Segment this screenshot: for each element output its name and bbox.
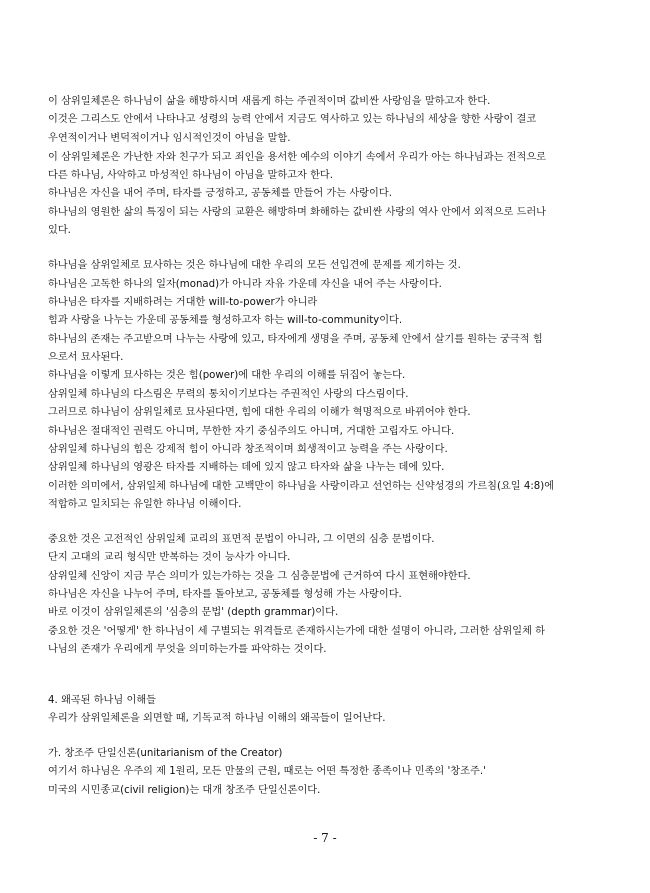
- text-line: 이 삼위일체론은 하나님이 삶을 해방하시며 새롭게 하는 주권적이며 값비싼 사랑임을 말하고자 한다.: [48, 96, 491, 107]
- text-line: 하나님은 절대적인 권력도 아니며, 무한한 자기 중심주의도 아니며, 거대한 고립자도 아니다.: [48, 426, 455, 437]
- text-line: 삼위일체 하나님의 영광은 타자를 지배하는 데에 있지 않고 타자와 삶을 나누는 데에 있다.: [48, 462, 445, 473]
- text-line: 그러므로 하나님이 삼위일체로 묘사된다면, 힘에 대한 우리의 이해가 혁명적으로 바뀌어야 한다.: [48, 407, 471, 418]
- text-line: 삼위일체 하나님의 다스림은 무력의 통치이기보다는 주권적인 사랑의 다스림이다.: [48, 389, 409, 400]
- text-line: 있다.: [48, 225, 71, 236]
- text-line: 바로 이것이 삼위일체론의 '심층의 문법' (depth grammar)이다.: [48, 607, 339, 618]
- text-line: 하나님의 존재는 주고받으며 나누는 사랑에 있고, 타자에게 생명을 주며, 공동체 안에서 살기를 원하는 궁극적 힘: [48, 334, 543, 345]
- text-line: 삼위일체 신앙이 지금 무슨 의미가 있는가하는 것을 그 심층문법에 근거하여 다시 표현해야한다.: [48, 571, 471, 582]
- text-line: 이 삼위일체론은 가난한 자와 친구가 되고 죄인을 용서한 예수의 이야기 속에서 우리가 아는 하나님과는 전적으로: [48, 152, 547, 163]
- text-line: 중요한 것은 '어떻게' 한 하나님이 세 구별되는 위격들로 존재하시는가에 대한 설명이 아니라, 그러한 삼위일체 하: [48, 626, 546, 637]
- text-line: 적합하고 일치되는 유일한 하나님 이해이다.: [48, 499, 242, 510]
- text-line: 하나님을 삼위일체로 묘사하는 것은 하나님에 대한 우리의 모든 선입견에 문제를 제기하는 것.: [48, 260, 461, 271]
- text-line: 다른 하나님, 사악하고 마성적인 하나님이 아님을 말하고자 한다.: [48, 170, 334, 181]
- text-line: 하나님은 타자를 지배하려는 거대한 will-to-power가 아니라: [48, 297, 318, 308]
- text-line: 나님의 존재가 우리에게 무엇을 의미하는가를 파악하는 것이다.: [48, 644, 327, 655]
- subsection-heading: 가. 창조주 단일신론(unitarianism of the Creator): [48, 748, 283, 759]
- text-line: 하나님은 고독한 하나의 일자(monad)가 아니라 자유 가운데 자신을 내어 주는 사랑이다.: [48, 279, 442, 290]
- text-line: 우리가 삼위일체론을 외면할 때, 기독교적 하나님 이해의 왜곡들이 일어난다.: [48, 713, 386, 724]
- text-line: 미국의 시민종교(civil religion)는 대개 창조주 단일신론이다.: [48, 785, 321, 796]
- text-line: 힘과 사랑을 나누는 가운데 공동체를 형성하고자 하는 will-to-community이다.: [48, 315, 403, 326]
- text-line: 이러한 의미에서, 삼위일체 하나님에 대한 고백만이 하나님을 사랑이라고 선언하는 신약성경의 가르침(요일 4:8)에: [48, 481, 555, 492]
- text-line: 하나님을 이렇게 묘사하는 것은 힘(power)에 대한 우리의 이해를 뒤집어 놓는다.: [48, 370, 406, 381]
- text-line: 하나님의 영원한 삶의 특징이 되는 사랑의 교환은 해방하며 화해하는 값비싼 사랑의 역사 안에서 외적으로 드러나: [48, 207, 547, 218]
- text-line: 단지 고대의 교리 형식만 반복하는 것이 능사가 아니다.: [48, 552, 291, 563]
- text-line: 하나님은 자신을 내어 주며, 타자를 긍정하고, 공동체를 만들어 가는 사랑이다.: [48, 188, 392, 199]
- text-line: 하나님은 자신을 나누어 주며, 타자를 돌아보고, 공동체를 형성해 가는 사랑이다.: [48, 589, 402, 600]
- text-line: 중요한 것은 고전적인 삼위일체 교리의 표면적 문법이 아니라, 그 이면의 심층 문법이다.: [48, 534, 435, 545]
- text-line: 으로서 묘사된다.: [48, 352, 124, 363]
- text-line: 삼위일체 하나님의 힘은 강제적 힘이 아니라 창조적이며 희생적이고 능력을 주는 사랑이다.: [48, 444, 448, 455]
- section-heading: 4. 왜곡된 하나님 이해들: [48, 695, 157, 706]
- text-line: 이것은 그리스도 안에서 나타나고 성령의 능력 안에서 지금도 역사하고 있는 하나님의 세상을 향한 사랑이 결코: [48, 114, 537, 125]
- page-number: - 7 -: [313, 831, 337, 845]
- text-line: 여기서 하나님은 우주의 제 1원리, 모든 만물의 근원, 때로는 어떤 특정한 종족이나 민족의 '창조주.': [48, 766, 486, 777]
- text-line: 우연적이거나 변덕적이거나 임시적인것이 아님을 말함.: [48, 133, 291, 144]
